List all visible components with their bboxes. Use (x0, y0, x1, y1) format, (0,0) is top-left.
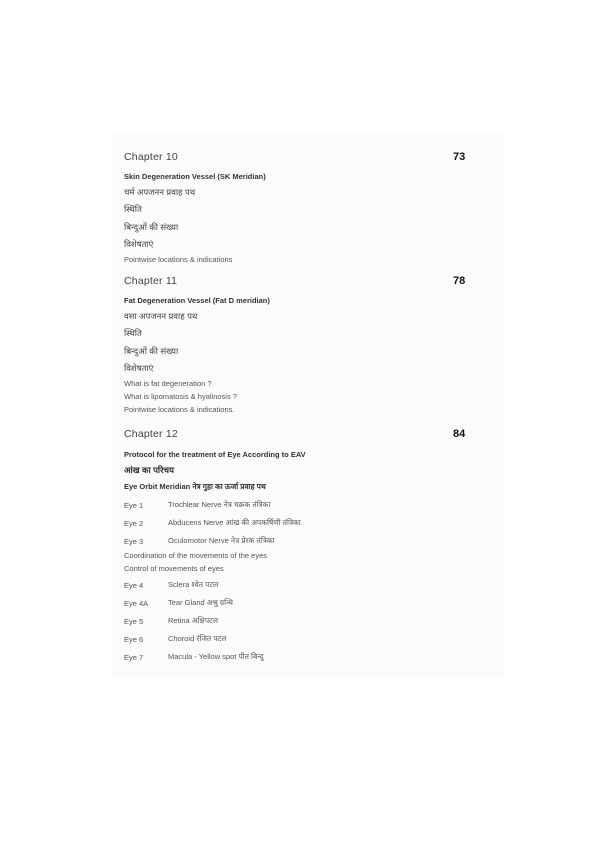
eye-item-text: Tear Gland अश्रु ग्रन्थि (168, 598, 233, 607)
chapter-10-line: बिन्दुओं की संख्या (124, 222, 179, 232)
eye-item-code: Eye 6 (124, 635, 144, 644)
chapter-12-page: 84 (453, 428, 466, 440)
eye-note: Coordination of the movements of the eyes (124, 551, 267, 560)
chapter-10-line: स्थिति (124, 204, 142, 214)
eye-item-text: Abducens Nerve आंख की अपकर्षिणी तंत्रिका (168, 518, 301, 527)
chapter-11-line: स्थिति (124, 328, 142, 338)
chapter-11-heading: Fat Degeneration Vessel (Fat D meridian) (124, 296, 270, 305)
eye-item-text: Retina अक्षिपटल (168, 616, 218, 625)
chapter-10-heading: Skin Degeneration Vessel (SK Meridian) (124, 172, 266, 181)
chapter-10-line: Pointwise locations & indications (124, 255, 233, 264)
eye-item-code: Eye 4 (124, 581, 144, 590)
eye-item-code: Eye 3 (124, 537, 144, 546)
eye-item-code: Eye 1 (124, 501, 144, 510)
chapter-11-line: Pointwise locations & indications. (124, 405, 235, 414)
eye-item-code: Eye 5 (124, 617, 144, 626)
eye-item-text: Choroid रंजित पटल (168, 634, 227, 643)
eye-item-code: Eye 7 (124, 653, 144, 662)
eye-item-text: Sclera श्वेत पटल (168, 580, 219, 589)
eye-item-text: Oculomotor Nerve नेत्र प्रेरक तंत्रिका (168, 536, 275, 545)
chapter-11-line: बिन्दुओं की संख्या (124, 346, 179, 356)
chapter-11-page: 78 (453, 275, 466, 287)
eye-note: Control of movements of eyes (124, 564, 224, 573)
chapter-11-line: What is fat degeneration ? (124, 379, 212, 388)
eye-item-code: Eye 2 (124, 519, 144, 528)
chapter-10-page: 73 (453, 151, 466, 163)
chapter-10-title: Chapter 10 (124, 151, 178, 163)
chapter-10-line: चर्म अपजनन प्रवाह पथ (124, 187, 196, 197)
eye-item-text: Macula - Yellow spot पीत बिन्दु (168, 652, 264, 661)
chapter-12-title: Chapter 12 (124, 428, 178, 440)
chapter-11-title: Chapter 11 (124, 275, 178, 287)
eye-item-text: Trochlear Nerve नेत्र चक्रक तंत्रिका (168, 500, 271, 509)
chapter-11-line: वसा अपजनन प्रवाह पथ (124, 311, 198, 321)
chapter-10-line: विशेषताएं (124, 239, 154, 249)
chapter-12-line: आंख का परिचय (124, 465, 174, 475)
chapter-11-line: विशेषताएं (124, 363, 154, 373)
chapter-12-line: Eye Orbit Meridian नेत्र गुहा का ऊर्जा प्रवाह पथ (124, 482, 266, 491)
chapter-11-line: What is lipomatosis & hyalinosis ? (124, 392, 237, 401)
chapter-12-heading: Protocol for the treatment of Eye According to EAV (124, 450, 306, 459)
eye-item-code: Eye 4A (124, 599, 149, 608)
